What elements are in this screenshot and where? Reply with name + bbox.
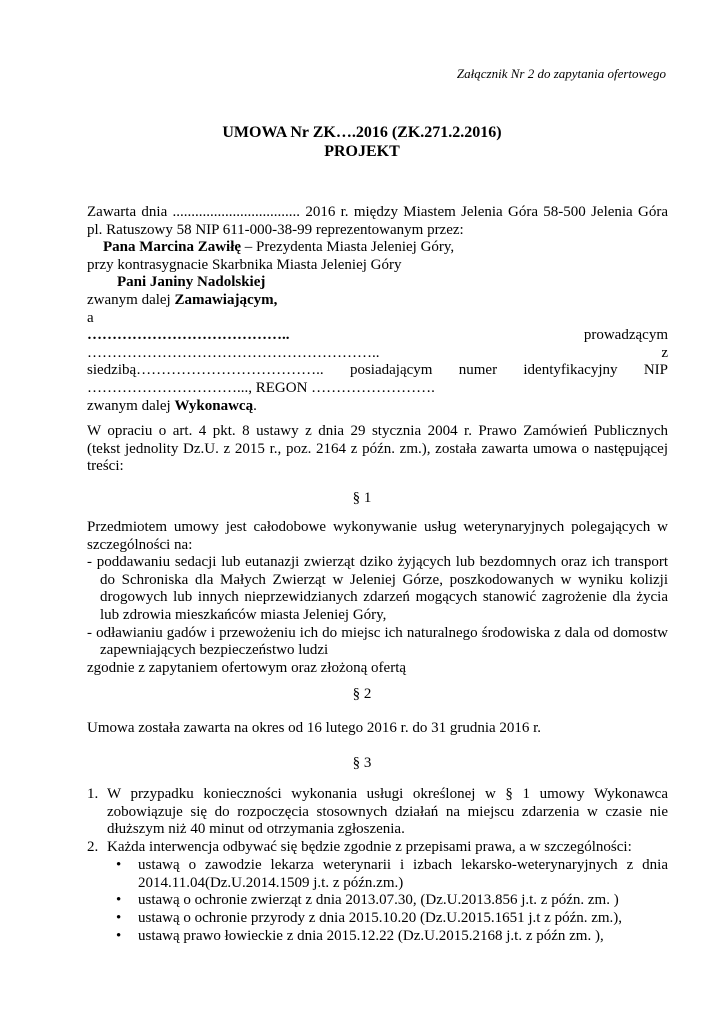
s1-item-1: - poddawaniu sedacji lub eutanazji zwierząt dziko żyjących lub bezdomnych oraz ich transport do Schroniska dla Małych Zwierząt w Jeleniej Górze, poszkodowanych w wyniku kolizji drogowych lub innych nieprzewidzianych zdarzeń mogących stanowić zagrożenie dla życia lub zdrowia mieszkańców miasta Jeleniej Góry, [87,554,668,623]
basis-line-3: treści: [87,458,124,475]
section-3-heading: § 3 [352,755,372,771]
s3-point-2-number: 2. [87,839,99,855]
s3-point-2-text: Każda interwencja odbywać się będzie zgodnie z przepisami prawa, a w szczególności: [107,839,632,855]
section-2-text: Umowa została zawarta na okres od 16 lutego 2016 r. do 31 grudnia 2016 r. [87,720,542,736]
parties-line-6 [87,292,668,310]
s1-item-2: - odławianiu gadów i przewożeniu ich do miejsc ich naturalnego środowiska z dala od domostw zapewniających bezpieczeństwo ludzi [87,624,668,659]
basis-line-1: W opraciu o art. 4 pkt. 8 ustawy z dnia 29 stycznia 2004 r. Prawo Zamówień Publicznych [87,423,668,439]
attachment-note: Załącznik Nr 2 do zapytania ofertowego [456,66,666,81]
s1-line-1: Przedmiotem umowy jest całodobowe wykonywanie usług weterynaryjnych polegających w [87,519,668,535]
treasurer-name: Pani Janiny Nadolskiej [117,274,266,291]
s3-point-1-text: W przypadku konieczności wykonania usługi określonej w § 1 umowy Wykonawca zobowiązuje się do rozpoczęcia stosownych działań na miejscu zdarzenia w czasie nie dłuższym niż 40 minut od otrzymania zgłoszenia. [107,786,668,838]
mayor-role: – Prezydenta Miasta Jeleniej Góry, [241,239,455,256]
s3-bullet-1 [116,857,668,892]
contractor-term: Wykonawcą [174,397,254,414]
parties-line-4: przy kontrasygnacie Skarbnika Miasta Jeleniej Góry [87,256,402,273]
parties-line-10: …………………………..., REGON ……………………. [87,379,435,396]
parties-line-2: pl. Ratuszowy 58 NIP 611-000-38-99 reprezentowanym przez: [87,221,464,238]
s3-bullet-4 [116,928,668,946]
parties-line-9: siedzibą……………………………….. posiadającym numer identyfikacyjny NIP [87,362,668,379]
s3-bullet-2 [116,892,668,910]
period: . [253,397,257,414]
orderer-term: Zamawiającym, [174,291,278,308]
bullet-icon: • [116,857,122,873]
section-2-heading: § 2 [352,686,372,702]
s3-bullet-1-text: ustawą o zawodzie lekarza weterynarii i izbach lekarsko-weterynaryjnych z dnia 2014.11.04(Dz.U.2014.1509 j.t. z późn.zm.) [138,857,668,891]
s1-line-2: szczególności na: [87,536,193,553]
parties-line-1: Zawarta dnia .................................. 2016 r. między Miastem Jelenia Góra 58-500 Jelenia Góra [87,204,668,220]
s3-point-2 [87,839,668,857]
basis-line-2: (tekst jednolity Dz.U. z 2015 r., poz. 2164 z późn. zm.), została zawarta umowa o następującej [87,440,668,457]
s3-point-1 [87,786,668,839]
basis-section [87,423,668,476]
contract-title: UMOWA Nr ZK….2016 (ZK.271.2.2016) [222,124,502,141]
parties-line-8 [87,327,668,362]
s3-bullet-2-text: ustawą o ochronie zwierząt z dnia 2013.07.30, (Dz.U.2013.856 j.t. z późn. zm. ) [138,892,619,908]
called-label-2: zwanym dalej [87,397,175,414]
mayor-name: Pana Marcina Zawiłę [103,239,242,256]
parties-line-3 [87,239,668,257]
s3-bullet-3 [116,910,668,928]
bullet-icon: • [116,892,122,908]
parties-line-11 [87,398,668,416]
s1-line-3: zgodnie z zapytaniem ofertowym oraz złożoną ofertą [87,659,407,676]
contractor-details: prowadzącym ………………………………………………….. z [87,327,668,361]
parties-section [87,204,668,415]
bullet-icon: • [116,928,122,944]
s3-bullet-3-text: ustawą o ochronie przyrody z dnia 2015.10.20 (Dz.U.2015.1651 j.t z późn. zm.), [138,910,623,926]
draft-label: PROJEKT [324,143,400,160]
contractor-placeholder: ………………………………….. [87,327,290,344]
s3-bullet-4-text: ustawą prawo łowieckie z dnia 2015.12.22 (Dz.U.2015.2168 j.t. z późn zm. ), [138,928,604,944]
section-1-body [87,519,668,677]
called-label: zwanym dalej [87,291,175,308]
s3-point-1-number: 1. [87,786,99,802]
parties-line-7: a [87,309,94,326]
section-1-heading: § 1 [352,490,372,506]
bullet-icon: • [116,910,122,926]
